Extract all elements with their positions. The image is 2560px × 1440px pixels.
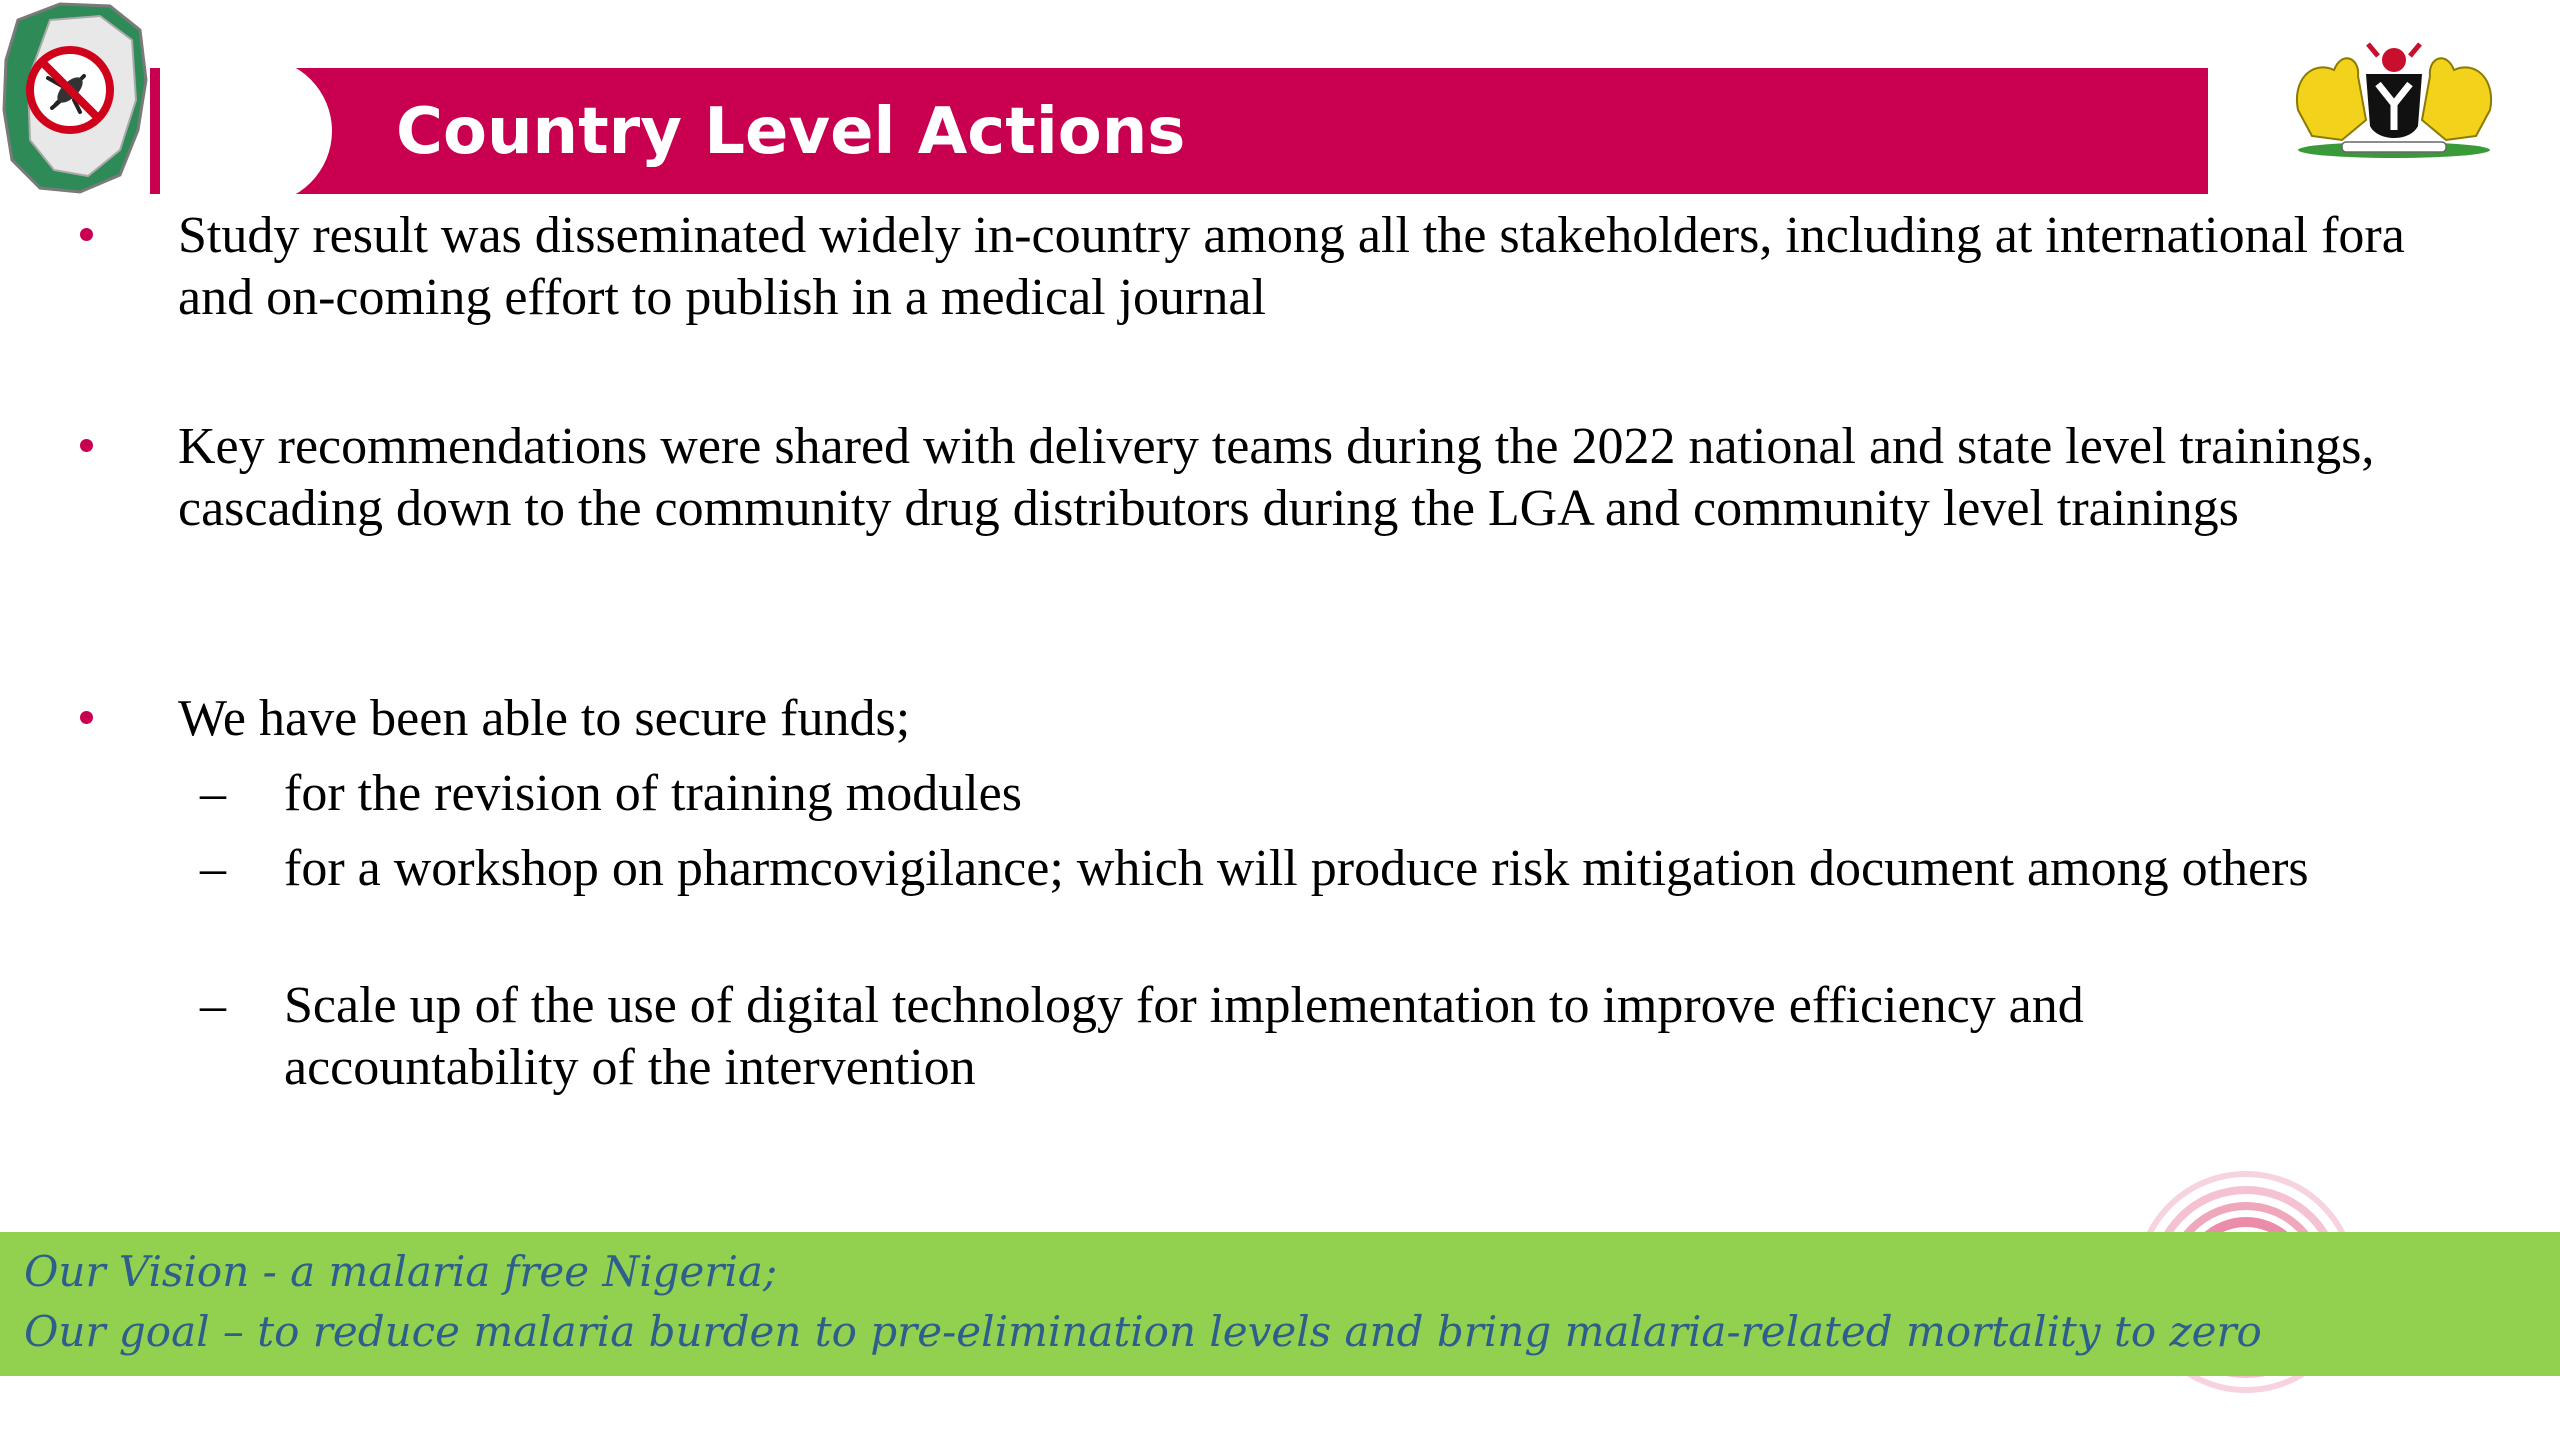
footer-vision-text: Our Vision - a malaria free Nigeria; [24,1247,778,1296]
sub-bullet-item: for the revision of training modules [284,765,1022,822]
slide-title: Country Level Actions [396,95,1186,169]
nigeria-coat-of-arms-icon [2282,30,2506,160]
bullet-item: Study result was disseminated widely in-country among all the stakeholders, including at international fora and on-coming effort to publish in a medical journal [178,207,2405,326]
bullet-item: Key recommendations were shared with delivery teams during the 2022 national and state level trainings, cascading down to the community drug distributors during the LGA and community level trainings [178,418,2375,537]
sub-bullet-dash: – [200,840,226,897]
bullet-marker [80,711,93,724]
bullet-marker [80,439,93,452]
sub-bullet-dash: – [200,765,226,822]
footer-goal-text: Our goal – to reduce malaria burden to pre-elimination levels and bring malaria-related mortality to zero [24,1307,2262,1356]
sub-bullet-item: Scale up of the use of digital technology for implementation to improve efficiency and accountability of the intervention [284,977,2084,1096]
no-mosquito-nigeria-map-icon [0,0,150,195]
sub-bullet-item: for a workshop on pharmcovigilance; which will produce risk mitigation document among others [284,840,2309,897]
title-notch [160,58,332,204]
bullet-marker [80,228,93,241]
bullet-item: We have been able to secure funds; [178,690,911,747]
sub-bullet-dash: – [200,977,226,1034]
